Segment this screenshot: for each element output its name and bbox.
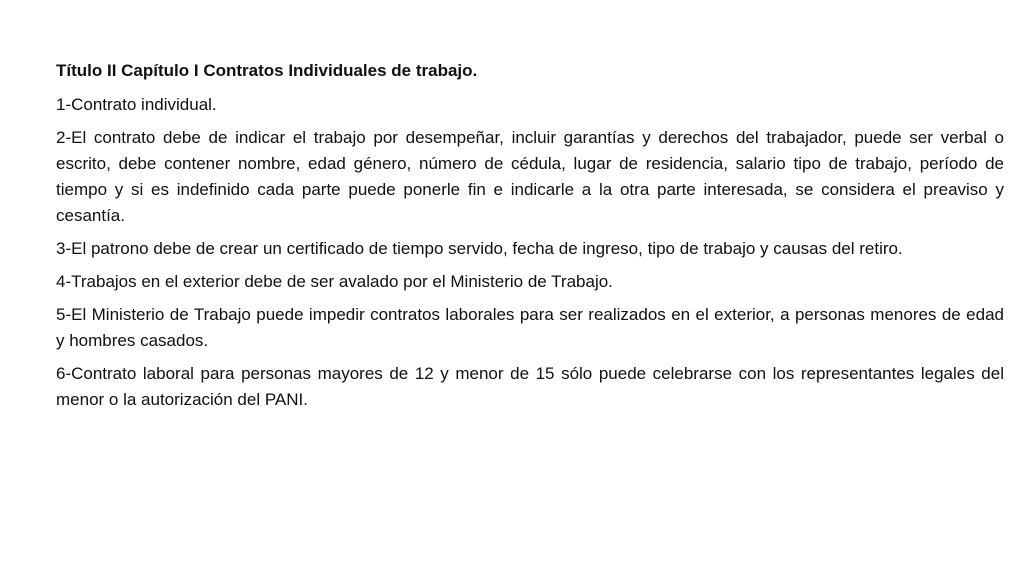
paragraph-4: 4-Trabajos en el exterior debe de ser avalado por el Ministerio de Trabajo. <box>56 272 613 291</box>
paragraph-5: 5-El Ministerio de Trabajo puede impedir contratos laborales para ser realizados en el exterior, a personas menores de edad y hombres casados. <box>56 305 1004 350</box>
paragraph-3: 3-El patrono debe de crear un certificado de tiempo servido, fecha de ingreso, tipo de trabajo y causas del retiro. <box>56 239 903 258</box>
slide-title: Título II Capítulo I Contratos Individuales de trabajo. <box>56 61 478 80</box>
paragraph-2: 2-El contrato debe de indicar el trabajo por desempeñar, incluir garantías y derechos del trabajador, puede ser verbal o escrito, debe contener nombre, edad género, número de cédula, lugar de residencia, salario tipo de trabajo, período de tiempo y si es indefinido cada parte puede ponerle fin e indicarle a la otra parte interesada, se considera el preaviso y cesantía. <box>56 128 1004 225</box>
paragraph-1: 1-Contrato individual. <box>56 95 217 114</box>
paragraph-6: 6-Contrato laboral para personas mayores de 12 y menor de 15 sólo puede celebrarse con los representantes legales del menor o la autorización del PANI. <box>56 364 1004 409</box>
